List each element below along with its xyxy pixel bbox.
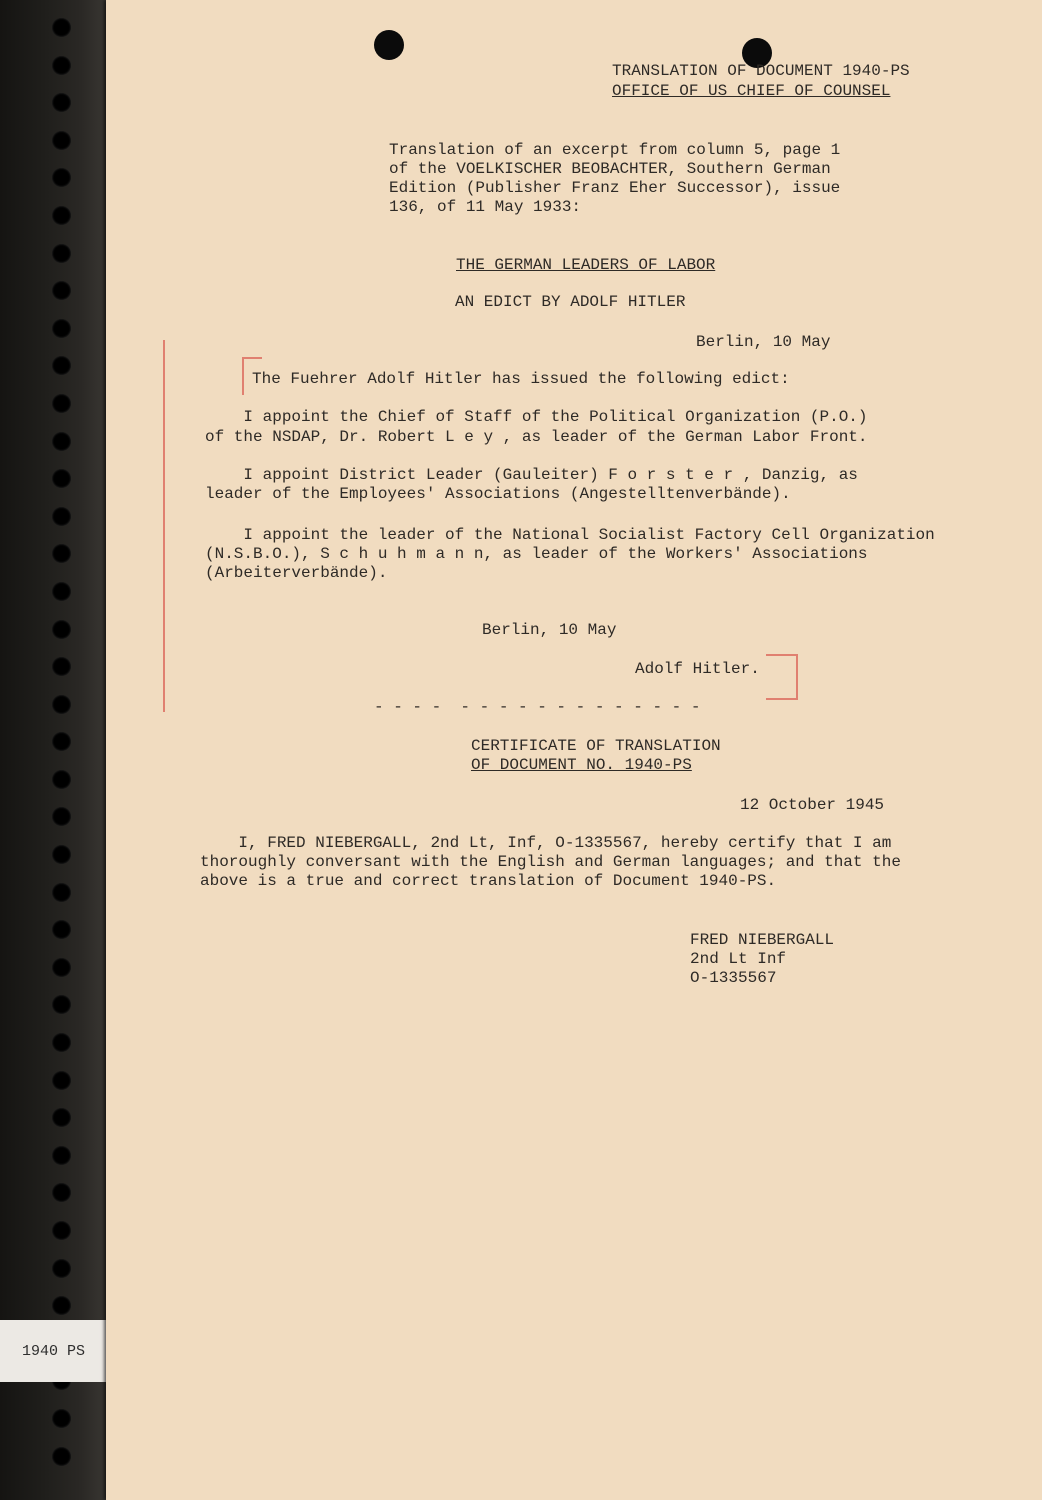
signer-rank: 2nd Lt Inf xyxy=(690,950,787,968)
certificate-title-2: OF DOCUMENT NO. 1940-PS xyxy=(471,756,692,774)
binder-hole xyxy=(52,93,71,112)
certificate-body-line-2: thoroughly conversant with the English and German languages; and that the xyxy=(200,853,901,871)
binder-hole xyxy=(52,131,71,150)
article-subtitle: AN EDICT BY ADOLF HITLER xyxy=(455,293,686,311)
certificate-body-line-1: I, FRED NIEBERGALL, 2nd Lt, Inf, O-1335567, hereby certify that I am xyxy=(200,834,892,852)
binder-hole xyxy=(52,620,71,639)
binder-strip xyxy=(0,0,108,1500)
article-lead: The Fuehrer Adolf Hitler has issued the following edict: xyxy=(252,370,790,388)
binder-hole xyxy=(52,1033,71,1052)
binder-hole xyxy=(52,394,71,413)
red-bracket-open xyxy=(242,357,262,395)
binder-hole xyxy=(52,920,71,939)
binder-hole xyxy=(52,732,71,751)
document-side-label xyxy=(0,1320,106,1382)
binder-hole xyxy=(52,582,71,601)
binder-hole xyxy=(52,695,71,714)
binder-hole xyxy=(52,244,71,263)
binder-hole xyxy=(52,1146,71,1165)
binder-hole xyxy=(52,657,71,676)
binder-hole xyxy=(52,18,71,37)
binder-hole xyxy=(52,544,71,563)
binder-hole xyxy=(52,1183,71,1202)
article-dateline: Berlin, 10 May xyxy=(696,333,831,351)
binder-hole xyxy=(52,281,71,300)
intro-line-4: 136, of 11 May 1933: xyxy=(389,198,582,216)
header-line-1: TRANSLATION OF DOCUMENT 1940-PS xyxy=(612,62,910,80)
binder-hole xyxy=(52,56,71,75)
paragraph-3-line-1: I appoint the leader of the National Socialist Factory Cell Organization xyxy=(205,526,935,544)
paragraph-1-line-2: of the NSDAP, Dr. Robert L e y , as leader of the German Labor Front. xyxy=(205,428,868,446)
binder-hole xyxy=(52,1071,71,1090)
document-page xyxy=(106,0,1042,1500)
binder-hole xyxy=(52,1296,71,1315)
binder-hole xyxy=(52,507,71,526)
paragraph-3-line-2: (N.S.B.O.), S c h u h m a n n, as leader of the Workers' Associations xyxy=(205,545,868,563)
signer-serial: O-1335567 xyxy=(690,969,777,987)
binder-hole xyxy=(52,807,71,826)
binder-hole xyxy=(52,1108,71,1127)
binder-hole xyxy=(52,206,71,225)
closing-signature: Adolf Hitler. xyxy=(635,660,760,678)
intro-line-2: of the VOELKISCHER BEOBACHTER, Southern German xyxy=(389,160,831,178)
red-bracket-close xyxy=(766,654,798,700)
paragraph-2-line-2: leader of the Employees' Associations (Angestelltenverbände). xyxy=(205,485,791,503)
red-margin-line xyxy=(163,340,165,712)
signer-name: FRED NIEBERGALL xyxy=(690,931,835,949)
binder-hole xyxy=(52,1221,71,1240)
binder-hole xyxy=(52,1259,71,1278)
paragraph-1-line-1: I appoint the Chief of Staff of the Political Organization (P.O.) xyxy=(205,408,868,426)
closing-place: Berlin, 10 May xyxy=(482,621,617,639)
binder-hole xyxy=(52,770,71,789)
separator-line: - - - - - - - - - - - - - - - - - xyxy=(374,698,701,716)
binder-hole xyxy=(52,168,71,187)
binder-hole xyxy=(52,995,71,1014)
binder-hole xyxy=(52,845,71,864)
certificate-title-1: CERTIFICATE OF TRANSLATION xyxy=(471,737,721,755)
binder-hole xyxy=(52,432,71,451)
binder-hole xyxy=(52,469,71,488)
binder-hole xyxy=(52,958,71,977)
certificate-body-line-3: above is a true and correct translation of Document 1940-PS. xyxy=(200,872,777,890)
intro-line-3: Edition (Publisher Franz Eher Successor), issue xyxy=(389,179,841,197)
binder-hole xyxy=(52,319,71,338)
header-line-2: OFFICE OF US CHIEF OF COUNSEL xyxy=(612,82,891,100)
intro-line-1: Translation of an excerpt from column 5, page 1 xyxy=(389,141,841,159)
article-title: THE GERMAN LEADERS OF LABOR xyxy=(456,256,716,274)
paragraph-3-line-3: (Arbeiterverbände). xyxy=(205,564,388,582)
binder-hole xyxy=(52,1409,71,1428)
punch-hole-left xyxy=(374,30,404,60)
side-label-text: 1940 PS xyxy=(22,1342,86,1360)
binder-holes xyxy=(52,18,74,1484)
binder-hole xyxy=(52,883,71,902)
binder-hole xyxy=(52,1447,71,1466)
certificate-date: 12 October 1945 xyxy=(740,796,885,814)
paragraph-2-line-1: I appoint District Leader (Gauleiter) F o r s t e r , Danzig, as xyxy=(205,466,858,484)
binder-hole xyxy=(52,356,71,375)
